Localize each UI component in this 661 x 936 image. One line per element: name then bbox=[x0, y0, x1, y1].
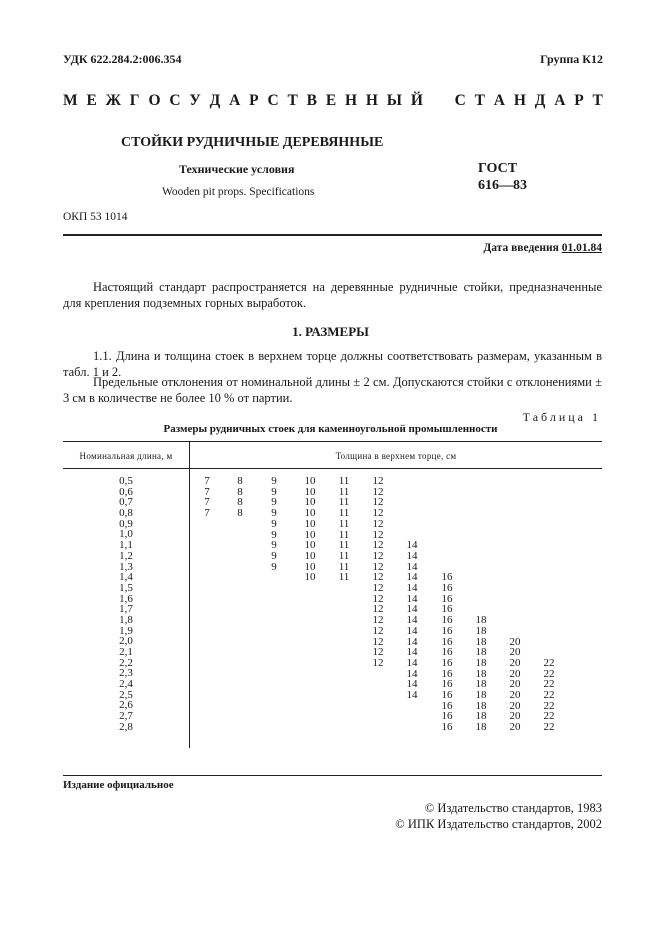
group-code: Группа К12 bbox=[540, 52, 603, 66]
table-cell-thickness: 12 bbox=[372, 624, 384, 637]
table-cell-thickness: 11 bbox=[338, 571, 350, 584]
table-cell-thickness: 7 bbox=[204, 496, 210, 509]
table-cell-thickness: 18 bbox=[475, 710, 487, 723]
table-row-length: 1,8 bbox=[119, 613, 133, 626]
table-cell-thickness: 12 bbox=[372, 539, 384, 552]
table-cell-thickness: 12 bbox=[372, 592, 384, 605]
table-row-length: 2,5 bbox=[119, 688, 133, 701]
table-row-length: 0,5 bbox=[119, 475, 133, 487]
heading-letter: У bbox=[189, 92, 201, 109]
table-row-length: 2,0 bbox=[119, 635, 133, 648]
heading-letter bbox=[432, 92, 446, 110]
heading-letter: С bbox=[169, 92, 181, 109]
heading-letter: Н bbox=[365, 92, 378, 109]
table-cell-thickness: 12 bbox=[372, 560, 384, 573]
document-subtitle: Технические условия bbox=[179, 162, 295, 176]
table-cell-thickness: 9 bbox=[271, 496, 277, 509]
table-cell-thickness: 16 bbox=[441, 592, 453, 605]
table-column-divider bbox=[189, 441, 190, 748]
table-cell-thickness: 8 bbox=[237, 485, 243, 498]
gost-label: ГОСТ bbox=[478, 161, 518, 176]
gost-number bbox=[478, 160, 527, 194]
table-cell-thickness: 14 bbox=[406, 678, 418, 691]
table-cell-thickness: 7 bbox=[204, 485, 210, 498]
heading-letter: Ж bbox=[105, 92, 121, 109]
table-cell-thickness: 18 bbox=[475, 635, 487, 648]
table-row-length: 2,7 bbox=[119, 710, 133, 723]
gost-code-value: 616—83 bbox=[478, 178, 527, 193]
table-row-length: 2,1 bbox=[119, 646, 133, 658]
table-cell-thickness: 14 bbox=[406, 689, 418, 701]
heading-letter: В bbox=[306, 92, 318, 109]
heading-letter: М bbox=[63, 92, 78, 109]
table-row-length: 0,6 bbox=[119, 485, 133, 498]
table-cell-thickness: 22 bbox=[543, 721, 555, 734]
copyright-2002: © ИПК Издательство стандартов, 2002 bbox=[395, 817, 602, 831]
table-cell-thickness: 10 bbox=[304, 507, 316, 520]
table-cell-thickness: 9 bbox=[271, 528, 277, 541]
table-cell-thickness: 14 bbox=[406, 624, 418, 637]
table-cell-thickness: 12 bbox=[372, 528, 384, 541]
table-cell-thickness: 14 bbox=[406, 667, 418, 680]
table-cell-thickness: 18 bbox=[475, 656, 487, 669]
table-cell-thickness: 14 bbox=[406, 539, 418, 552]
table-cell-thickness: 9 bbox=[271, 507, 277, 520]
heading-letter: С bbox=[454, 92, 466, 109]
table-cell-thickness: 18 bbox=[475, 689, 487, 701]
table-cell-thickness: 20 bbox=[509, 667, 521, 680]
table-cell-thickness: 18 bbox=[475, 646, 487, 659]
table-cell-thickness: 22 bbox=[543, 689, 555, 701]
table-cell-thickness: 12 bbox=[372, 507, 384, 520]
table-cell-thickness: 12 bbox=[372, 571, 384, 584]
table-row-length: 2,3 bbox=[119, 667, 133, 680]
table-cell-thickness: 20 bbox=[509, 721, 521, 734]
table-header-length: Номинальная длина, м bbox=[79, 451, 173, 461]
length-column bbox=[63, 476, 189, 733]
table-cell-thickness: 11 bbox=[338, 528, 350, 541]
table-cell-thickness: 14 bbox=[406, 582, 418, 594]
table-cell-thickness: 11 bbox=[338, 549, 350, 562]
table-caption: Размеры рудничных стоек для каменноугольной промышленности bbox=[163, 423, 498, 435]
table-cell-thickness: 7 bbox=[204, 507, 210, 520]
heading-letter: А bbox=[229, 92, 241, 109]
table-cell-thickness: 14 bbox=[406, 560, 418, 573]
table-cell-thickness: 10 bbox=[304, 485, 316, 498]
table-cell-thickness: 16 bbox=[441, 571, 453, 584]
heading-letter: Г bbox=[129, 92, 140, 109]
heading-letter: Т bbox=[287, 92, 298, 109]
table-row-length: 0,8 bbox=[119, 507, 133, 520]
table-cell-thickness: 14 bbox=[406, 614, 418, 627]
heading-letter: Е bbox=[86, 92, 97, 109]
table-cell-thickness: 10 bbox=[304, 571, 316, 584]
interstate-standard-heading bbox=[63, 92, 603, 110]
heading-letter: Д bbox=[209, 92, 221, 109]
table-row-length: 1,2 bbox=[119, 549, 133, 562]
table-cell-thickness: 16 bbox=[441, 624, 453, 637]
introduction-date-value: 01.01.84 bbox=[561, 242, 602, 254]
clause-1-1: 1.1. Длина и толщина стоек в верхнем торце должны соответствовать размерам, указанным в табл. 1 и 2. bbox=[63, 349, 602, 379]
table-cell-thickness: 16 bbox=[441, 646, 453, 659]
table-cell-thickness: 22 bbox=[543, 678, 555, 691]
table-row-length: 0,7 bbox=[119, 496, 133, 509]
table-cell-thickness: 12 bbox=[372, 485, 384, 498]
table-cell-thickness: 9 bbox=[271, 485, 277, 498]
table-cell-thickness: 11 bbox=[338, 517, 350, 530]
section-heading: 1. РАЗМЕРЫ bbox=[292, 324, 369, 339]
table-cell-thickness: 14 bbox=[406, 549, 418, 562]
table-cell-thickness: 11 bbox=[338, 539, 350, 552]
table-row-length: 1,9 bbox=[119, 624, 133, 637]
heading-letter: Д bbox=[534, 92, 546, 109]
table-cell-thickness: 16 bbox=[441, 678, 453, 691]
table-cell-thickness: 16 bbox=[441, 635, 453, 648]
table-cell-thickness: 10 bbox=[304, 549, 316, 562]
table-cell-thickness: 8 bbox=[237, 507, 243, 520]
table-cell-thickness: 10 bbox=[304, 517, 316, 530]
table-cell-thickness: 20 bbox=[509, 689, 521, 701]
introduction-date bbox=[483, 242, 602, 254]
table-cell-thickness: 16 bbox=[441, 721, 453, 734]
table-header-thickness: Толщина в верхнем торце, см bbox=[335, 451, 457, 461]
table-cell-thickness: 11 bbox=[338, 485, 350, 498]
heading-letter: О bbox=[148, 92, 161, 109]
table-row-length: 1,3 bbox=[119, 560, 133, 573]
table-cell-thickness: 12 bbox=[372, 656, 384, 669]
table-cell-thickness: 20 bbox=[509, 635, 521, 648]
table-cell-thickness: 20 bbox=[509, 646, 521, 659]
table-cell-thickness: 22 bbox=[543, 710, 555, 723]
table-cell-thickness: 9 bbox=[271, 539, 277, 552]
table-cell-thickness: 12 bbox=[372, 517, 384, 530]
heading-letter: А bbox=[493, 92, 505, 109]
table-cell-thickness: 14 bbox=[406, 635, 418, 648]
table-cell-thickness: 18 bbox=[475, 667, 487, 680]
heading-letter: Т bbox=[592, 92, 603, 109]
table-cell-thickness: 14 bbox=[406, 603, 418, 616]
table-cell-thickness: 12 bbox=[372, 646, 384, 659]
heading-letter: Н bbox=[513, 92, 526, 109]
table-cell-thickness: 16 bbox=[441, 710, 453, 723]
table-cell-thickness: 10 bbox=[304, 475, 316, 487]
table-cell-thickness: 22 bbox=[543, 699, 555, 712]
table-cell-thickness: 12 bbox=[372, 496, 384, 509]
table-cell-thickness: 16 bbox=[441, 603, 453, 616]
table-cell-thickness: 18 bbox=[475, 699, 487, 712]
table-cell-thickness: 10 bbox=[304, 560, 316, 573]
table-cell-thickness: 11 bbox=[338, 560, 350, 573]
heading-letter: А bbox=[554, 92, 566, 109]
heading-letter: С bbox=[267, 92, 279, 109]
table-row-length: 2,8 bbox=[119, 720, 133, 733]
table-cell-thickness: 9 bbox=[271, 517, 277, 530]
table-cell-thickness: 11 bbox=[338, 475, 350, 487]
table-cell-thickness: 16 bbox=[441, 656, 453, 669]
table-cell-thickness: 14 bbox=[406, 571, 418, 584]
table-cell-thickness: 22 bbox=[543, 667, 555, 680]
table-cell-thickness: 18 bbox=[475, 678, 487, 691]
table-header-rule bbox=[63, 468, 602, 469]
table-row-length: 1,7 bbox=[119, 603, 133, 616]
document-title-english: Wooden pit props. Specifications bbox=[162, 186, 315, 198]
table-row-length: 0,9 bbox=[119, 517, 133, 530]
table-cell-thickness: 16 bbox=[441, 699, 453, 712]
table-cell-thickness: 18 bbox=[475, 614, 487, 627]
heading-letter: Й bbox=[410, 92, 423, 109]
table-row-length: 2,6 bbox=[119, 699, 133, 712]
table-cell-thickness: 12 bbox=[372, 549, 384, 562]
official-edition-note: Издание официальное bbox=[63, 779, 174, 791]
heading-letter: Р bbox=[249, 92, 259, 109]
table-row-length: 1,1 bbox=[119, 539, 133, 552]
table-cell-thickness: 8 bbox=[237, 496, 243, 509]
table-cell-thickness: 14 bbox=[406, 646, 418, 659]
heading-letter: Е bbox=[325, 92, 337, 109]
document-title: СТОЙКИ РУДНИЧНЫЕ ДЕРЕВЯННЫЕ bbox=[121, 135, 384, 150]
heading-letter: Р bbox=[574, 92, 584, 109]
udk-code: УДК 622.284.2:006.354 bbox=[63, 52, 182, 66]
introduction-date-label: Дата введения bbox=[483, 242, 562, 254]
copyright-1983: © Издательство стандартов, 1983 bbox=[424, 801, 602, 815]
table-row-length: 1,5 bbox=[119, 581, 133, 594]
deviation-paragraph: Предельные отклонения от номинальной длины ± 2 см. Допускаются стойки с отклонениями ± 3 см в количестве не более 10 % от партии. bbox=[63, 375, 602, 405]
table-row-length: 1,6 bbox=[119, 592, 133, 605]
table-cell-thickness: 10 bbox=[304, 539, 316, 552]
scope-paragraph: Настоящий стандарт распространяется на деревянные рудничные стойки, предназначенные для крепления подземных горных выработок. bbox=[63, 280, 602, 310]
table-cell-thickness: 22 bbox=[543, 656, 555, 669]
table-cell-thickness: 10 bbox=[304, 496, 316, 509]
table-cell-thickness: 16 bbox=[441, 614, 453, 627]
header-divider bbox=[63, 234, 602, 236]
table-row-length: 2,2 bbox=[119, 656, 133, 669]
table-cell-thickness: 11 bbox=[338, 496, 350, 509]
table-cell-thickness: 9 bbox=[271, 475, 277, 487]
footer-divider bbox=[63, 775, 602, 776]
table-row-length: 1,0 bbox=[119, 528, 133, 541]
table-cell-thickness: 12 bbox=[372, 614, 384, 627]
table-cell-thickness: 16 bbox=[441, 689, 453, 701]
table-cell-thickness: 7 bbox=[204, 475, 210, 487]
table-row-length: 2,4 bbox=[119, 678, 133, 691]
table-cell-thickness: 14 bbox=[406, 592, 418, 605]
table-cell-thickness: 10 bbox=[304, 528, 316, 541]
table-number-label: Таблица 1 bbox=[522, 410, 601, 424]
table-cell-thickness: 20 bbox=[509, 678, 521, 691]
table-cell-thickness: 18 bbox=[475, 624, 487, 637]
table-cell-thickness: 12 bbox=[372, 582, 384, 594]
table-cell-thickness: 18 bbox=[475, 721, 487, 734]
heading-letter: Ы bbox=[386, 92, 403, 109]
table-row-length: 1,4 bbox=[119, 571, 133, 584]
table-cell-thickness: 8 bbox=[237, 475, 243, 487]
okp-code: ОКП 53 1014 bbox=[63, 211, 128, 223]
table-cell-thickness: 14 bbox=[406, 656, 418, 669]
table-cell-thickness: 16 bbox=[441, 667, 453, 680]
table-cell-thickness: 20 bbox=[509, 710, 521, 723]
table-cell-thickness: 9 bbox=[271, 560, 277, 573]
table-cell-thickness: 20 bbox=[509, 656, 521, 669]
table-cell-thickness: 20 bbox=[509, 699, 521, 712]
table-cell-thickness: 12 bbox=[372, 603, 384, 616]
table-cell-thickness: 12 bbox=[372, 475, 384, 487]
table-top-rule bbox=[63, 441, 602, 442]
table-cell-thickness: 9 bbox=[271, 549, 277, 562]
table-cell-thickness: 16 bbox=[441, 582, 453, 594]
table-cell-thickness: 12 bbox=[372, 635, 384, 648]
heading-letter: Т bbox=[474, 92, 485, 109]
heading-letter: Н bbox=[345, 92, 358, 109]
table-cell-thickness: 11 bbox=[338, 507, 350, 520]
